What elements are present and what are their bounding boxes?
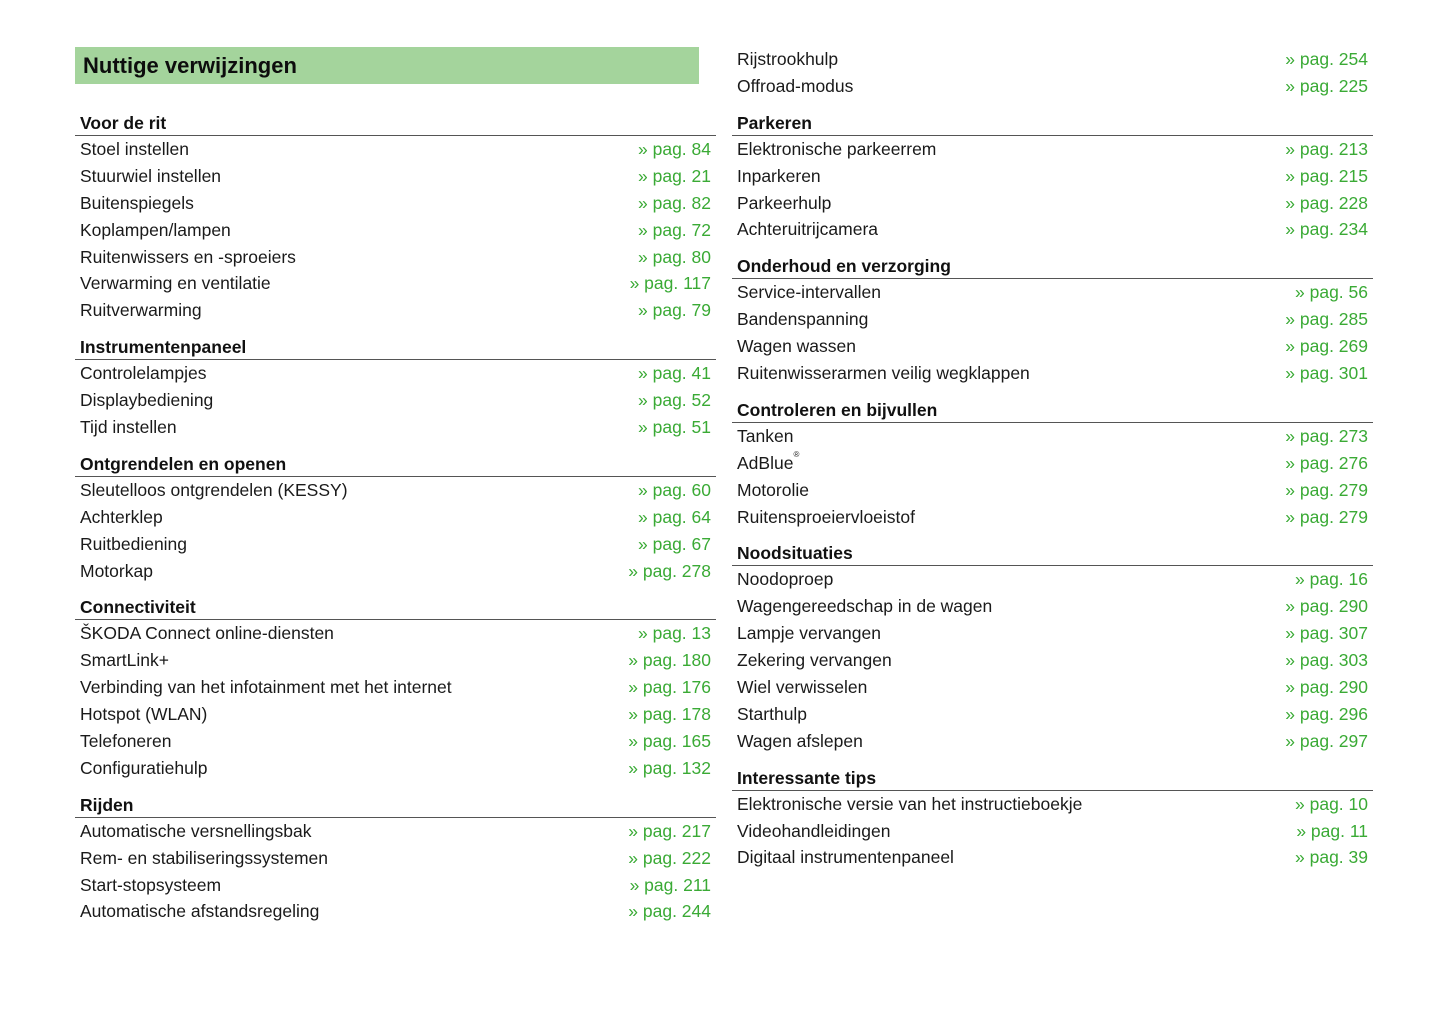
reference-label: Zekering vervangen <box>737 650 892 671</box>
reference-label: Wagen wassen <box>737 336 856 357</box>
reference-label: Digitaal instrumentenpaneel <box>737 847 954 868</box>
reference-row-configuratiehulp <box>75 755 716 782</box>
page-reference-link[interactable]: » pag. 254 <box>1285 49 1368 69</box>
reference-label: Motorkap <box>80 560 153 581</box>
reference-row-zekering-vervangen <box>732 647 1373 674</box>
reference-row-wagen-wassen <box>732 333 1373 360</box>
page-reference-link[interactable]: » pag. 178 <box>628 704 711 725</box>
reference-label: Noodoproep <box>737 569 834 590</box>
reference-row-elektronische-versie-van-het-instructieboekje <box>732 791 1373 818</box>
page-title: Nuttige verwijzingen <box>75 47 699 84</box>
page-reference-link[interactable]: » pag. 180 <box>628 650 711 671</box>
reference-label: Videohandleidingen <box>737 820 891 841</box>
reference-label: Inparkeren <box>737 165 821 186</box>
reference-label: Elektronische parkeerrem <box>737 138 937 159</box>
reference-row-verwarming-en-ventilatie <box>75 270 716 297</box>
reference-row-adblue <box>732 450 1373 477</box>
page-reference-link[interactable]: » pag. 278 <box>628 560 711 581</box>
page-reference-link[interactable]: » pag. 279 <box>1285 506 1368 527</box>
reference-label: Ruitverwarming <box>80 300 202 321</box>
reference-label: Telefoneren <box>80 731 172 752</box>
page-reference-link[interactable]: » pag. 303 <box>1285 650 1368 671</box>
page-reference-link[interactable]: » pag. 301 <box>1285 363 1368 384</box>
reference-label: Ruitenwissers en -sproeiers <box>80 246 296 267</box>
page-reference-link[interactable]: » pag. 276 <box>1285 452 1368 473</box>
page-reference-link[interactable]: » pag. 11 <box>1296 820 1368 841</box>
page-reference-link[interactable]: » pag. 84 <box>638 139 711 159</box>
section-heading-rijden: Rijden <box>75 791 716 818</box>
reference-row-wagen-afslepen <box>732 728 1373 755</box>
reference-label: Hotspot (WLAN) <box>80 704 208 725</box>
reference-row-rem-en-stabiliseringssystemen <box>75 845 716 872</box>
section-heading-instrumentenpaneel: Instrumentenpaneel <box>75 333 716 360</box>
reference-row-offroad-modus <box>732 73 1373 100</box>
reference-label: Automatische afstandsregeling <box>80 901 320 922</box>
page-reference-link[interactable]: » pag. 80 <box>638 246 711 267</box>
registered-mark: ® <box>793 449 800 459</box>
reference-label: Displaybediening <box>80 390 214 411</box>
reference-row-ruitverwarming <box>75 297 716 324</box>
reference-label: Buitenspiegels <box>80 192 194 213</box>
reference-label: Configuratiehulp <box>80 757 208 778</box>
page-reference-link[interactable]: » pag. 225 <box>1285 75 1368 96</box>
reference-label: Achteruitrijcamera <box>737 219 879 240</box>
reference-row-stuurwiel-instellen <box>75 163 716 190</box>
page-reference-link[interactable]: » pag. 56 <box>1295 282 1368 303</box>
page-reference-link[interactable]: » pag. 60 <box>638 479 711 500</box>
section-heading-connectiviteit: Connectiviteit <box>75 593 716 620</box>
page-reference-link[interactable]: » pag. 72 <box>638 219 711 240</box>
section-heading-onderhoud-en-verzorging: Onderhoud en verzorging <box>732 252 1373 279</box>
page-reference-link[interactable]: » pag. 10 <box>1295 793 1368 814</box>
page-reference-link[interactable]: » pag. 273 <box>1285 425 1368 446</box>
reference-label: Starthulp <box>737 703 808 724</box>
reference-row-displaybediening <box>75 387 716 414</box>
page-reference-link[interactable]: » pag. 228 <box>1285 192 1368 213</box>
page-reference-link[interactable]: » pag. 52 <box>638 390 711 411</box>
reference-row-tanken <box>732 423 1373 450</box>
reference-label: Achterklep <box>80 506 163 527</box>
reference-row-wiel-verwisselen <box>732 674 1373 701</box>
page-reference-link[interactable]: » pag. 296 <box>1285 703 1368 724</box>
reference-row-motorkap <box>75 558 716 585</box>
page-reference-link[interactable]: » pag. 176 <box>628 677 711 698</box>
reference-label: AdBlue® <box>737 449 800 473</box>
reference-row-parkeerhulp <box>732 190 1373 217</box>
reference-label: ŠKODA Connect online-diensten <box>80 623 334 644</box>
reference-row-telefoneren <box>75 728 716 755</box>
reference-label: Koplampen/lampen <box>80 219 231 240</box>
reference-row-stoel-instellen <box>75 136 716 163</box>
page-reference-link[interactable]: » pag. 290 <box>1285 596 1368 617</box>
reference-label: Wiel verwisselen <box>737 677 868 698</box>
reference-row-starthulp <box>732 701 1373 728</box>
reference-row-achterklep <box>75 504 716 531</box>
reference-row-koplampen-lampen <box>75 217 716 244</box>
reference-label: Wagen afslepen <box>737 730 863 751</box>
reference-row-automatische-versnellingsbak <box>75 818 716 845</box>
page-reference-link[interactable]: » pag. 16 <box>1295 569 1368 590</box>
reference-label: SmartLink+ <box>80 650 169 671</box>
reference-label: Start-stopsysteem <box>80 874 222 895</box>
reference-label: Parkeerhulp <box>737 192 832 213</box>
reference-row-buitenspiegels <box>75 190 716 217</box>
reference-row-ruitenwisserarmen-veilig-wegklappen <box>732 360 1373 387</box>
reference-label: Wagengereedschap in de wagen <box>737 596 993 617</box>
reference-row-wagengereedschap-in-de-wagen <box>732 593 1373 620</box>
page-reference-link[interactable]: » pag. 39 <box>1295 847 1368 868</box>
reference-label: Rijstrookhulp <box>737 49 839 69</box>
reference-row-achteruitrijcamera <box>732 216 1373 243</box>
page-reference-link[interactable]: » pag. 67 <box>638 533 711 554</box>
reference-label: Verbinding van het infotainment met het internet <box>80 677 452 698</box>
page-reference-link[interactable]: » pag. 64 <box>638 506 711 527</box>
page-reference-link[interactable]: » pag. 79 <box>638 300 711 321</box>
page-reference-link[interactable]: » pag. 211 <box>629 874 711 895</box>
page-reference-link[interactable]: » pag. 41 <box>638 363 711 384</box>
page-reference-link[interactable]: » pag. 222 <box>628 847 711 868</box>
right-column <box>732 46 1373 880</box>
reference-label: Elektronische versie van het instructieboekje <box>737 793 1083 814</box>
reference-row-start-stopsysteem <box>75 872 716 899</box>
page-reference-link[interactable]: » pag. 234 <box>1285 219 1368 240</box>
reference-label: Lampje vervangen <box>737 623 881 644</box>
reference-label: Rem- en stabiliseringssystemen <box>80 847 329 868</box>
page-reference-link[interactable]: » pag. 213 <box>1285 138 1368 159</box>
reference-row-smartlink <box>75 647 716 674</box>
section-heading-noodsituaties: Noodsituaties <box>732 539 1373 566</box>
reference-label: Bandenspanning <box>737 309 869 330</box>
reference-label: Verwarming en ventilatie <box>80 273 271 294</box>
section-heading-interessante-tips: Interessante tips <box>732 764 1373 791</box>
reference-label: Tijd instellen <box>80 417 177 438</box>
reference-row-ruitensproeiervloeistof <box>732 504 1373 531</box>
reference-label: Stoel instellen <box>80 139 189 159</box>
reference-label: Sleutelloos ontgrendelen (KESSY) <box>80 479 348 500</box>
page-reference-link[interactable]: » pag. 307 <box>1285 623 1368 644</box>
page-reference-link[interactable]: » pag. 297 <box>1285 730 1368 751</box>
reference-row-digitaal-instrumentenpaneel <box>732 844 1373 871</box>
reference-label: Stuurwiel instellen <box>80 165 222 186</box>
page-reference-link[interactable]: » pag. 51 <box>638 417 711 438</box>
reference-row-videohandleidingen <box>732 818 1373 845</box>
page-reference-link[interactable]: » pag. 217 <box>628 820 711 841</box>
section-heading-voor-de-rit: Voor de rit <box>75 109 716 136</box>
page-reference-link[interactable]: » pag. 13 <box>638 623 711 644</box>
reference-label: Service-intervallen <box>737 282 881 303</box>
page-reference-link[interactable]: » pag. 285 <box>1285 309 1368 330</box>
reference-row-verbinding-van-het-infotainment-met-het-internet <box>75 674 716 701</box>
reference-label: Ruitbediening <box>80 533 188 554</box>
left-column <box>75 109 716 934</box>
reference-row-ruitenwissers-en-sproeiers <box>75 244 716 271</box>
reference-label: Ruitenwisserarmen veilig wegklappen <box>737 363 1030 384</box>
reference-row-automatische-afstandsregeling <box>75 898 716 925</box>
reference-label: Tanken <box>737 425 794 446</box>
reference-label: Automatische versnellingsbak <box>80 820 312 841</box>
reference-row-sleutelloos-ontgrendelen-kessy <box>75 477 716 504</box>
page-reference-link[interactable]: » pag. 165 <box>628 731 711 752</box>
page-reference-link[interactable]: » pag. 132 <box>628 757 711 778</box>
reference-label: Controlelampjes <box>80 363 207 384</box>
section-heading-controleren-en-bijvullen: Controleren en bijvullen <box>732 396 1373 423</box>
reference-row-elektronische-parkeerrem <box>732 136 1373 163</box>
reference-row-controlelampjes <box>75 360 716 387</box>
page-reference-link[interactable]: » pag. 269 <box>1285 336 1368 357</box>
section-heading-ontgrendelen-en-openen: Ontgrendelen en openen <box>75 450 716 477</box>
page-reference-link[interactable]: » pag. 117 <box>629 273 711 294</box>
reference-label: Offroad-modus <box>737 75 854 96</box>
reference-row-lampje-vervangen <box>732 620 1373 647</box>
reference-row-bandenspanning <box>732 306 1373 333</box>
reference-row-rijstrookhulp <box>732 46 1373 73</box>
reference-row-inparkeren <box>732 163 1373 190</box>
page-reference-link[interactable]: » pag. 82 <box>638 192 711 213</box>
page-reference-link[interactable]: » pag. 244 <box>628 901 711 922</box>
reference-row-service-intervallen <box>732 279 1373 306</box>
page-reference-link[interactable]: » pag. 279 <box>1285 479 1368 500</box>
reference-row-ruitbediening <box>75 531 716 558</box>
page-reference-link[interactable]: » pag. 21 <box>638 165 711 186</box>
section-heading-parkeren: Parkeren <box>732 109 1373 136</box>
reference-label: Ruitensproeiervloeistof <box>737 506 916 527</box>
reference-row-noodoproep <box>732 566 1373 593</box>
page-reference-link[interactable]: » pag. 290 <box>1285 677 1368 698</box>
reference-row-hotspot-wlan <box>75 701 716 728</box>
reference-label: Motorolie <box>737 479 809 500</box>
reference-row-tijd-instellen <box>75 414 716 441</box>
reference-row-motorolie <box>732 477 1373 504</box>
reference-row-skoda-connect-online-diensten <box>75 620 716 647</box>
page-reference-link[interactable]: » pag. 215 <box>1285 165 1368 186</box>
